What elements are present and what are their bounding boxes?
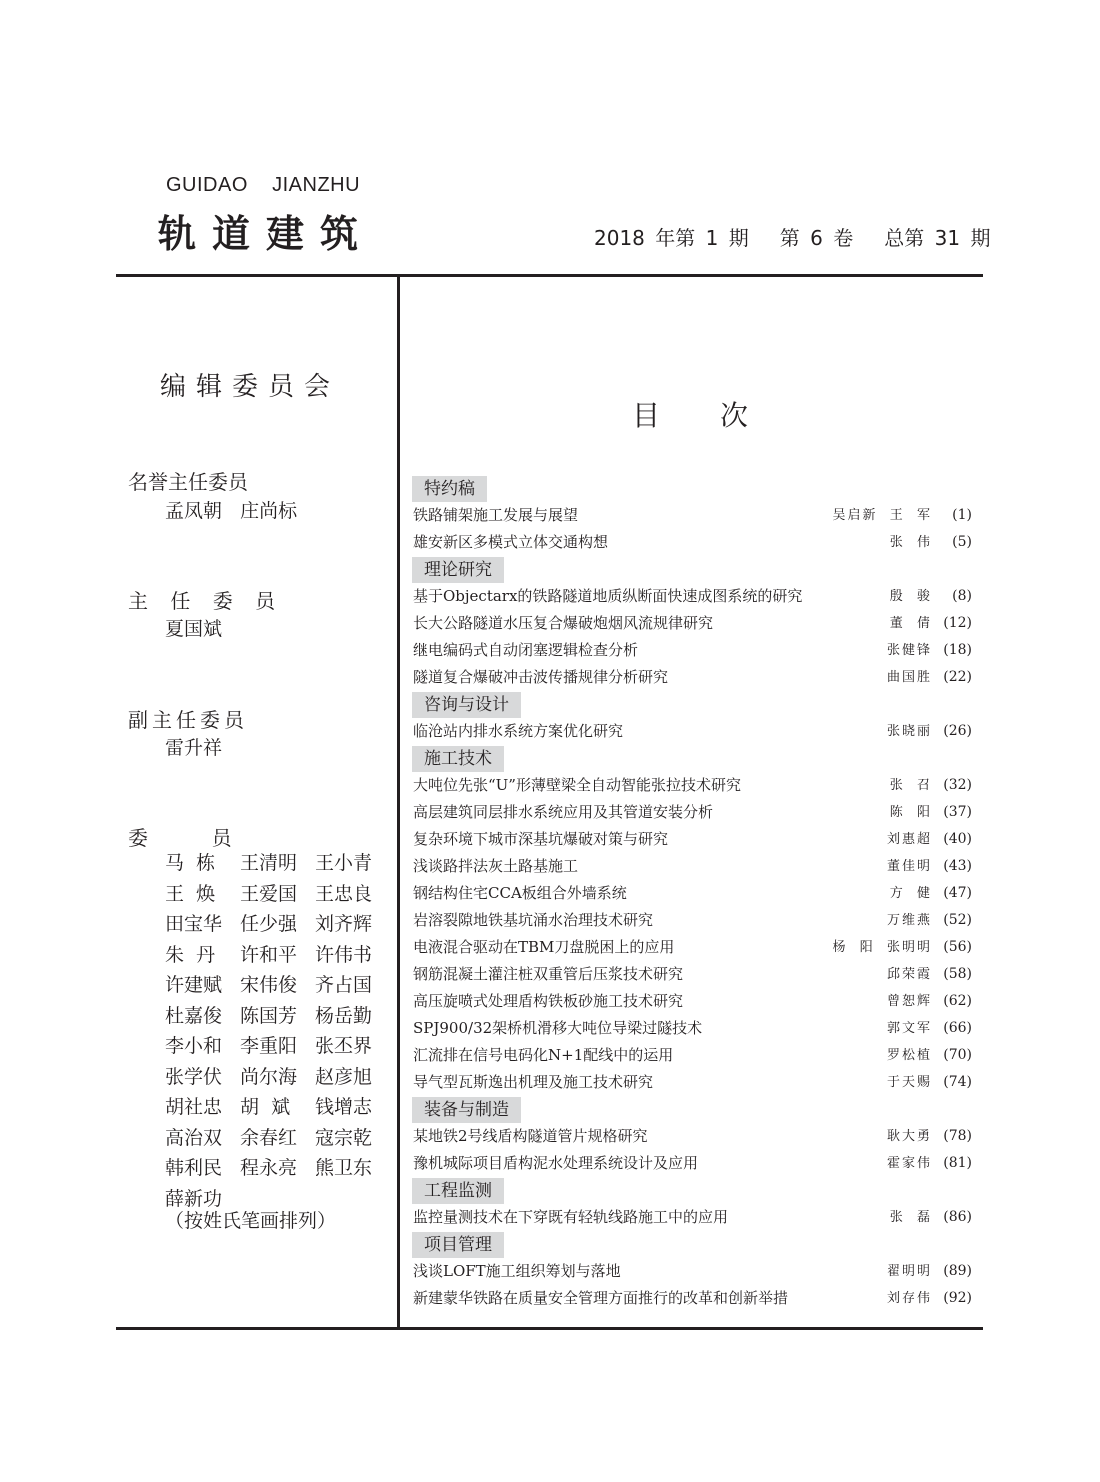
member-name: 张丕界: [315, 1035, 373, 1057]
member-row: [165, 1123, 390, 1154]
section-label: 工程监测: [412, 1178, 504, 1204]
member-name: 程永亮: [240, 1157, 298, 1179]
entry-title: 浅谈路拌法灰土路基施工: [413, 857, 579, 875]
toc-entry[interactable]: [410, 1150, 980, 1177]
entry-page: (89): [943, 1263, 972, 1279]
toc-entry[interactable]: [410, 961, 980, 988]
member-row: [165, 909, 390, 940]
entry-title: 岩溶裂隙地铁基坑涌水治理技术研究: [413, 911, 654, 929]
ordering-note: （按姓氏笔画排列）: [165, 1210, 337, 1232]
member-name: 任少强: [240, 913, 298, 935]
entry-authors: 张 伟: [889, 535, 932, 550]
entry-page: (56): [943, 939, 972, 955]
entry-page: (47): [943, 885, 972, 901]
entry-authors: 曲国胜: [886, 670, 932, 685]
member-row: [165, 970, 390, 1001]
section-label: 装备与制造: [412, 1097, 521, 1123]
top-rule: [116, 274, 983, 277]
entry-authors: 张晓丽: [886, 724, 932, 739]
member-name: 张学伏: [165, 1065, 223, 1088]
member-name: 宋伟俊: [240, 974, 298, 996]
entry-page: (8): [952, 588, 972, 604]
toc-section-header: [410, 475, 980, 502]
member-name: 许伟书: [315, 943, 373, 966]
entry-title: 某地铁2号线盾构隧道管片规格研究: [413, 1127, 648, 1145]
entry-page: (12): [943, 615, 972, 631]
entry-authors: 方 健: [889, 886, 932, 901]
entry-authors: 耿大勇: [886, 1129, 932, 1144]
toc-entry[interactable]: [410, 664, 980, 691]
member-row: [165, 1031, 390, 1062]
entry-authors: 董佳明: [886, 859, 932, 874]
entry-page: (62): [943, 993, 972, 1009]
toc-section-header: [410, 1096, 980, 1123]
member-name: 寇宗乾: [315, 1126, 373, 1149]
entry-title: 汇流排在信号电码化N+1配线中的运用: [413, 1046, 674, 1064]
member-name: 刘齐辉: [315, 913, 373, 935]
member-name: 王 焕: [165, 882, 216, 905]
entry-title: 长大公路隧道水压复合爆破炮烟风流规律研究: [413, 614, 714, 632]
section-label: 特约稿: [412, 476, 487, 502]
member-name: 田宝华: [165, 913, 223, 935]
board-title: 编辑委员会: [160, 372, 341, 402]
entry-authors: 翟明明: [886, 1264, 932, 1279]
toc-entry[interactable]: [410, 988, 980, 1015]
entry-authors: 曾恕辉: [886, 994, 932, 1009]
entry-authors: 张健锋: [886, 643, 932, 658]
entry-page: (74): [943, 1074, 972, 1090]
member-name: 韩利民: [165, 1157, 223, 1179]
member-name: 王小青: [315, 852, 373, 874]
deputy-names: 雷升祥: [165, 737, 223, 759]
member-name: 尚尔海: [240, 1065, 298, 1088]
member-name: 王清明: [240, 852, 298, 874]
entry-page: (22): [943, 669, 972, 685]
member-name: 朱 丹: [165, 943, 216, 966]
member-name: 王爱国: [240, 882, 298, 905]
toc-entry[interactable]: [410, 1015, 980, 1042]
bottom-rule: [116, 1327, 983, 1330]
toc-entry[interactable]: [410, 1042, 980, 1069]
entry-title: 基于Objectarx的铁路隧道地质纵断面快速成图系统的研究: [413, 587, 803, 605]
entry-page: (86): [943, 1209, 972, 1225]
entry-authors: 刘惠超: [886, 832, 932, 847]
section-label: 施工技术: [412, 746, 504, 772]
toc-entry[interactable]: [410, 502, 980, 529]
toc-entry[interactable]: [410, 826, 980, 853]
entry-page: (1): [952, 507, 972, 523]
entry-page: (37): [943, 804, 972, 820]
column-divider: [397, 277, 400, 1330]
entry-title: 高压旋喷式处理盾构铁板砂施工技术研究: [413, 992, 684, 1010]
member-name: 余春红: [240, 1126, 298, 1149]
entry-page: (40): [943, 831, 972, 847]
toc-section-header: [410, 1231, 980, 1258]
toc-section-header: [410, 691, 980, 718]
members-label: 委 员: [128, 826, 232, 850]
toc-entry[interactable]: [410, 1123, 980, 1150]
entry-title: 监控量测技术在下穿既有轻轨线路施工中的应用: [413, 1208, 729, 1226]
member-name: 许和平: [240, 943, 298, 966]
deputy-label: 副主任委员: [128, 708, 248, 732]
toc-entry[interactable]: [410, 907, 980, 934]
entry-authors: 邱荣霞: [886, 967, 932, 982]
member-row: [165, 1092, 390, 1123]
entry-page: (32): [943, 777, 972, 793]
toc-entry[interactable]: [410, 880, 980, 907]
entry-authors: 郭文军: [886, 1021, 932, 1036]
entry-authors: 刘存伟: [886, 1291, 932, 1306]
entry-page: (66): [943, 1020, 972, 1036]
toc-entry[interactable]: [410, 718, 980, 745]
toc-section-header: [410, 1177, 980, 1204]
member-name: 杜嘉俊: [165, 1004, 223, 1027]
entry-page: (5): [952, 534, 972, 550]
section-label: 咨询与设计: [412, 692, 521, 718]
entry-authors: 于天赐: [886, 1075, 932, 1090]
member-name: 胡 斌: [240, 1096, 291, 1118]
issue-info: 2018 年第 1 期 第 6 卷 总第 31 期: [594, 226, 991, 250]
member-list: [165, 848, 390, 1214]
section-label: 项目管理: [412, 1232, 504, 1258]
member-row: [165, 1153, 390, 1184]
entry-title: 临沧站内排水系统方案优化研究: [413, 722, 624, 740]
entry-authors: 霍家伟: [886, 1156, 932, 1171]
member-row: [165, 1001, 390, 1032]
entry-title: 新建蒙华铁路在质量安全管理方面推行的改革和创新举措: [413, 1289, 789, 1307]
entry-page: (70): [943, 1047, 972, 1063]
member-name: 李重阳: [240, 1035, 298, 1057]
member-name: 齐占国: [315, 974, 373, 996]
member-row: [165, 848, 390, 879]
entry-title: 钢筋混凝土灌注桩双重管后压浆技术研究: [413, 965, 684, 983]
member-name: 马 栋: [165, 852, 216, 874]
table-of-contents: [410, 475, 980, 1312]
entry-page: (18): [943, 642, 972, 658]
toc-entry[interactable]: [410, 934, 980, 961]
member-name: 王忠良: [315, 882, 373, 905]
toc-entry[interactable]: [410, 529, 980, 556]
director-label: 主 任 委 员: [128, 589, 284, 613]
member-name: 薛新功: [165, 1187, 223, 1210]
member-name: 陈国芳: [240, 1004, 298, 1027]
entry-page: (78): [943, 1128, 972, 1144]
entry-authors: 罗松植: [886, 1048, 932, 1063]
entry-authors: 张 召: [889, 778, 932, 793]
entry-authors: 陈 阳: [889, 805, 932, 820]
toc-section-header: [410, 556, 980, 583]
toc-entry[interactable]: [410, 610, 980, 637]
journal-pinyin: GUIDAO JIANZHU: [166, 174, 361, 196]
entry-title: SPJ900/32架桥机滑移大吨位导梁过隧技术: [413, 1019, 703, 1037]
entry-authors: 万维燕: [886, 913, 932, 928]
toc-entry[interactable]: [410, 1285, 980, 1312]
entry-page: (58): [943, 966, 972, 982]
member-row: [165, 879, 390, 910]
entry-authors: 殷 骏: [889, 589, 932, 604]
entry-title: 复杂环境下城市深基坑爆破对策与研究: [413, 830, 669, 848]
entry-page: (43): [943, 858, 972, 874]
member-row: [165, 940, 390, 971]
entry-title: 继电编码式自动闭塞逻辑检查分析: [413, 641, 639, 659]
entry-title: 电液混合驱动在TBM刀盘脱困上的应用: [413, 938, 675, 956]
entry-title: 隧道复合爆破冲击波传播规律分析研究: [413, 668, 669, 686]
member-name: 钱增志: [315, 1096, 373, 1118]
member-name: 赵彦旭: [315, 1065, 373, 1088]
honorary-names: 孟凤朝 庄尚标: [165, 500, 298, 522]
journal-title: 轨道建筑: [158, 212, 375, 256]
entry-title: 浅谈LOFT施工组织筹划与落地: [413, 1262, 621, 1280]
entry-title: 高层建筑同层排水系统应用及其管道安装分析: [413, 803, 714, 821]
toc-entry[interactable]: [410, 1069, 980, 1096]
entry-title: 钢结构住宅CCA板组合外墙系统: [413, 884, 627, 902]
toc-entry[interactable]: [410, 637, 980, 664]
member-row: [165, 1062, 390, 1093]
entry-authors: 张 磊: [889, 1210, 932, 1225]
entry-authors: 吴启新 王 军: [832, 508, 932, 523]
toc-entry[interactable]: [410, 1258, 980, 1285]
toc-entry[interactable]: [410, 853, 980, 880]
toc-entry[interactable]: [410, 1204, 980, 1231]
member-name: 许建赋: [165, 974, 223, 996]
toc-entry[interactable]: [410, 772, 980, 799]
entry-authors: 董 倩: [889, 616, 932, 631]
honorary-label: 名誉主任委员: [128, 470, 248, 494]
entry-page: (92): [943, 1290, 972, 1306]
entry-title: 雄安新区多模式立体交通构想: [413, 533, 609, 551]
member-name: 高治双: [165, 1126, 223, 1149]
toc-title: 目次: [632, 399, 809, 432]
toc-section-header: [410, 745, 980, 772]
entry-title: 大吨位先张“U”形薄壁梁全自动智能张拉技术研究: [413, 776, 741, 794]
member-name: 胡社忠: [165, 1096, 223, 1118]
entry-page: (26): [943, 723, 972, 739]
entry-title: 导气型瓦斯逸出机理及施工技术研究: [413, 1073, 654, 1091]
member-name: 熊卫东: [315, 1157, 373, 1179]
toc-entry[interactable]: [410, 583, 980, 610]
toc-entry[interactable]: [410, 799, 980, 826]
section-label: 理论研究: [412, 557, 504, 583]
member-name: 李小和: [165, 1035, 223, 1057]
member-name: 杨岳勤: [315, 1004, 373, 1027]
entry-page: (81): [943, 1155, 972, 1171]
director-names: 夏国斌: [165, 618, 223, 640]
entry-title: 铁路铺架施工发展与展望: [413, 506, 579, 524]
entry-title: 豫机城际项目盾构泥水处理系统设计及应用: [413, 1154, 699, 1172]
entry-page: (52): [943, 912, 972, 928]
entry-authors: 杨 阳 张明明: [832, 940, 932, 955]
